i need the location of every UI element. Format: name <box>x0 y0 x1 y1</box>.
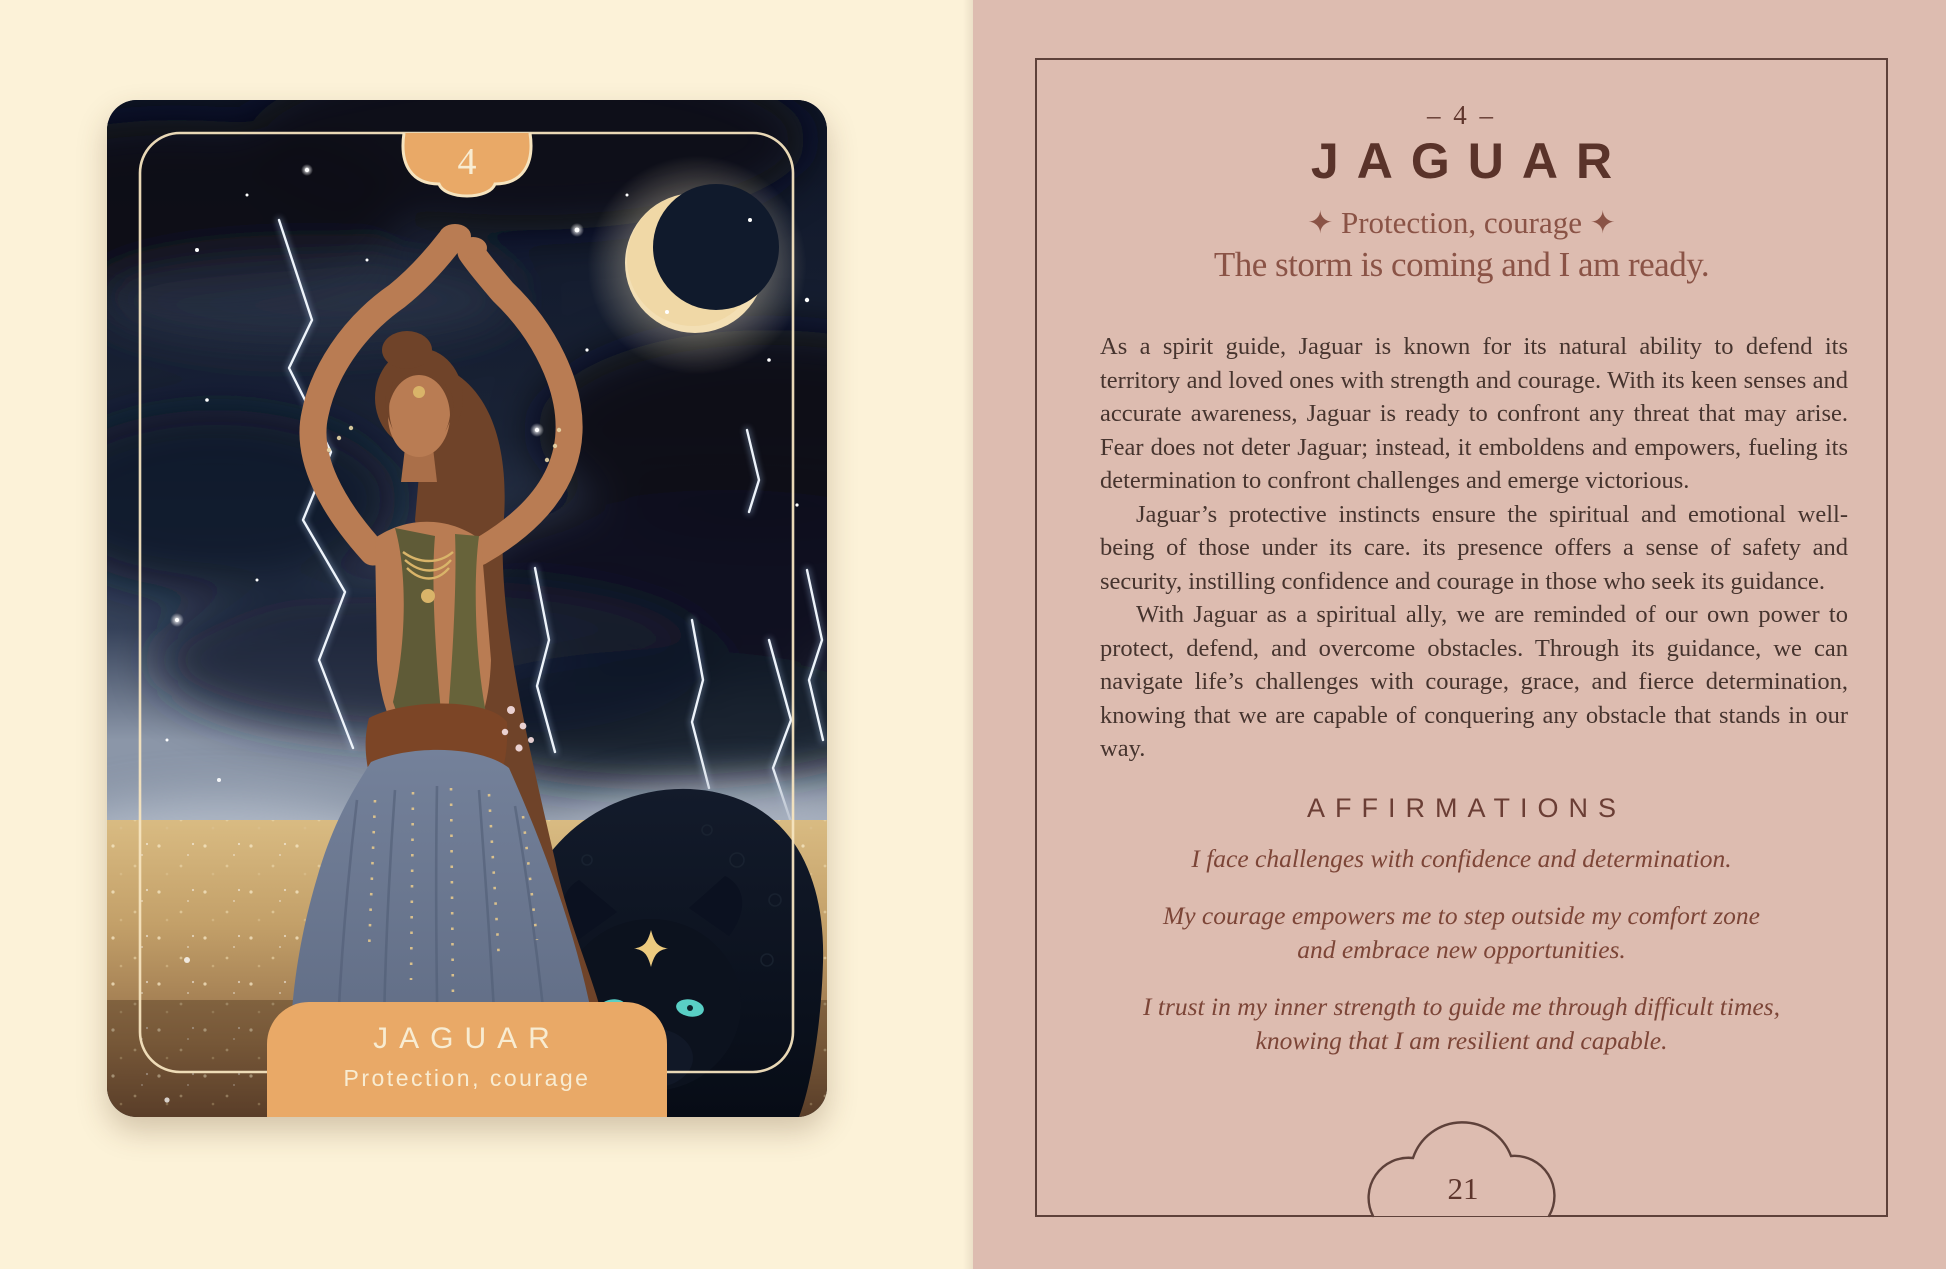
crescent-moon-icon <box>587 155 807 375</box>
card-motto: The storm is coming and I am ready. <box>1213 245 1710 284</box>
card-illustration <box>107 100 827 1117</box>
card-title: JAGUAR <box>373 1022 561 1055</box>
page-number: 21 <box>1447 1171 1479 1206</box>
affirmations-list <box>1035 842 1888 1081</box>
page-number-cloud <box>1351 1111 1571 1223</box>
affirmation: My courage empowers me to step outside my comfort zone and embrace new opportunities. <box>1162 901 1760 964</box>
oracle-card <box>107 100 827 1117</box>
chapter-number: – 4 – <box>1427 100 1496 130</box>
card-number: 4 <box>457 141 477 183</box>
affirmation: I trust in my inner strength to guide me through difficult times, knowing that I am resilient and capable. <box>1143 992 1780 1055</box>
affirmations-heading: AFFIRMATIONS <box>1307 793 1626 823</box>
paragraph: Jaguar’s protective instincts ensure the spiritual and emotional well-being of those under its care. its presence offers a sense of safety and security, instilling confidence and courage in those who seek its guidance. <box>1100 500 1848 595</box>
card-keywords: ✦ Protection, courage ✦ <box>1307 205 1616 240</box>
page-title: JAGUAR <box>1310 133 1631 189</box>
card-title-banner <box>267 1002 667 1117</box>
paragraph: As a spirit guide, Jaguar is known for its natural ability to defend its territory and loved ones with strength and courage. With its keen senses and accurate awareness, Jaguar is ready to confront any threat that may arise. Fear does not deter Jaguar; instead, it emboldens and empowers, fueling its determination to confront challenges and emerge victorious. <box>1100 333 1848 494</box>
affirmation: I face challenges with confidence and determination. <box>1191 844 1732 873</box>
card-subtitle: Protection, courage <box>343 1065 591 1091</box>
paragraph: With Jaguar as a spiritual ally, we are reminded of our own power to protect, defend, and overcome obstacles. Through its guidance, we can navigate life’s challenges with courage, grace, and fierce determination, knowing that we are capable of conquering any obstacle that stands in our way. <box>1100 601 1848 762</box>
description-text <box>1100 330 1848 766</box>
right-page <box>973 0 1946 1269</box>
